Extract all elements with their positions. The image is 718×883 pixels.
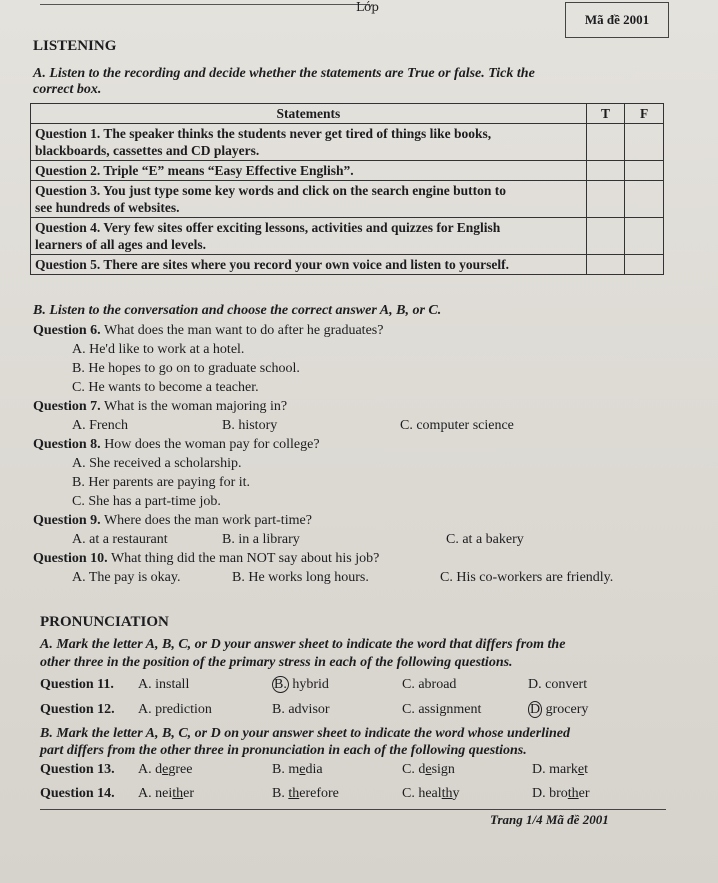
- option-text: A. nei: [138, 786, 173, 801]
- question-text: How does the woman pay for college?: [104, 437, 320, 452]
- true-checkbox[interactable]: [586, 181, 625, 218]
- false-checkbox[interactable]: [625, 255, 664, 275]
- q9-option-c[interactable]: C. at a bakery: [446, 532, 524, 547]
- option-text: C. d: [402, 762, 426, 777]
- table-header-row: [31, 104, 664, 124]
- listening-a-instruction-2: correct box.: [33, 82, 102, 97]
- statement-cell: [31, 161, 587, 181]
- footer-divider: [40, 809, 666, 810]
- question-13: [40, 762, 115, 778]
- statement-cell: [31, 218, 587, 255]
- statement-cell: [31, 255, 587, 275]
- option-text: er: [183, 786, 194, 801]
- q8-option-b[interactable]: B. Her parents are paying for it.: [72, 475, 251, 490]
- question-12: [40, 702, 115, 718]
- statement-text: see hundreds of websites.: [35, 200, 180, 215]
- table-row: [31, 218, 664, 255]
- underlined-part: th: [567, 786, 579, 801]
- option-text: y: [452, 786, 460, 801]
- pronunciation-b-instruction-2: part differs from the other three in pronunciation in each of the following questions.: [40, 743, 527, 758]
- top-divider: [40, 4, 370, 5]
- exam-code-box: [565, 2, 669, 38]
- option-text: erefore: [299, 786, 339, 801]
- option-word: hybrid: [292, 677, 329, 692]
- question-6: [33, 323, 383, 339]
- question-7: [33, 399, 287, 415]
- underlined-part: e: [425, 762, 432, 777]
- q12-option-d[interactable]: [528, 702, 588, 718]
- pronunciation-a-instruction-2: other three in the position of the primary stress in each of the following questions.: [40, 655, 513, 670]
- q14-option-a[interactable]: [138, 786, 194, 802]
- option-text: sign: [431, 762, 455, 777]
- question-number: Question 8.: [33, 437, 101, 452]
- q14-option-d[interactable]: [532, 786, 590, 802]
- question-number: Question 7.: [33, 399, 101, 414]
- option-text: D. bro: [532, 786, 568, 801]
- statement-text: Question 5. There are sites where you record your own voice and listen to yourself.: [35, 257, 509, 272]
- q12-option-a[interactable]: A. prediction: [138, 702, 212, 717]
- option-text: A. d: [138, 762, 163, 777]
- question-text: What does the man want to do after he graduates?: [103, 323, 384, 338]
- question-number: Question 12.: [40, 702, 115, 717]
- q12-option-c[interactable]: C. assignment: [402, 702, 482, 717]
- question-number: Question 13.: [40, 762, 115, 777]
- q11-option-d[interactable]: D. convert: [528, 677, 588, 692]
- table-row: [31, 124, 664, 161]
- statement-text: Question 1. The speaker thinks the students never get tired of things like books,: [35, 126, 492, 141]
- listening-b-instruction: B. Listen to the conversation and choose the correct answer A, B, or C.: [33, 303, 442, 318]
- selected-answer-mark: B.: [274, 677, 287, 692]
- statement-cell: [31, 124, 587, 161]
- q13-option-a[interactable]: [138, 762, 192, 778]
- q10-option-b[interactable]: B. He works long hours.: [232, 570, 369, 585]
- listening-title: LISTENING: [33, 38, 117, 54]
- q7-option-a[interactable]: A. French: [72, 418, 128, 433]
- pronunciation-b-instruction-1: B. Mark the letter A, B, C, or D on your answer sheet to indicate the word whose underlined: [40, 726, 570, 741]
- underlined-part: e: [577, 762, 585, 777]
- q12-option-b[interactable]: B. advisor: [272, 702, 330, 717]
- statement-text: Question 4. Very few sites offer exciting lessons, activities and quizzes for English: [35, 220, 501, 235]
- statement-text: blackboards, cassettes and CD players.: [35, 143, 260, 158]
- table-row: [31, 161, 664, 181]
- q7-option-c[interactable]: C. computer science: [400, 418, 514, 433]
- q10-option-c[interactable]: C. His co-workers are friendly.: [440, 570, 614, 585]
- q11-option-a[interactable]: A. install: [138, 677, 190, 692]
- class-label: Lớp: [356, 0, 379, 14]
- question-8: [33, 437, 320, 453]
- q8-option-a[interactable]: A. She received a scholarship.: [72, 456, 242, 471]
- true-checkbox[interactable]: [586, 124, 625, 161]
- underlined-part: e: [299, 762, 306, 777]
- true-checkbox[interactable]: [586, 218, 625, 255]
- underlined-part: th: [441, 786, 453, 801]
- question-number: Question 14.: [40, 786, 115, 801]
- question-9: [33, 513, 312, 529]
- statement-text: learners of all ages and levels.: [35, 237, 206, 252]
- option-text: dia: [305, 762, 323, 777]
- selected-answer-mark: D: [530, 702, 541, 717]
- q6-option-c[interactable]: C. He wants to become a teacher.: [72, 380, 259, 395]
- underlined-part: e: [162, 762, 169, 777]
- q6-option-b[interactable]: B. He hopes to go on to graduate school.: [72, 361, 300, 376]
- underlined-part: th: [172, 786, 184, 801]
- question-text: What is the woman majoring in?: [103, 399, 288, 414]
- option-text: B. m: [272, 762, 300, 777]
- statement-cell: [31, 181, 587, 218]
- question-number: Question 11.: [40, 677, 114, 692]
- q10-option-a[interactable]: A. The pay is okay.: [72, 570, 181, 585]
- false-header: F: [625, 104, 664, 124]
- q6-option-a[interactable]: A. He'd like to work at a hotel.: [72, 342, 245, 357]
- question-text: Where does the man work part-time?: [103, 513, 312, 528]
- question-14: [40, 786, 115, 802]
- page-footer: Trang 1/4 Mã đề 2001: [490, 812, 609, 827]
- q11-option-c[interactable]: C. abroad: [402, 677, 457, 692]
- true-checkbox[interactable]: [586, 255, 625, 275]
- q14-option-c[interactable]: [402, 786, 460, 802]
- q7-option-b[interactable]: B. history: [222, 418, 278, 433]
- listening-a-instruction-1: A. Listen to the recording and decide whether the statements are True or false. Tick the: [33, 66, 535, 81]
- table-row: [31, 255, 664, 275]
- pronunciation-title: PRONUNCIATION: [40, 614, 169, 630]
- false-checkbox[interactable]: [625, 181, 664, 218]
- pronunciation-a-instruction-1: A. Mark the letter A, B, C, or D your answer sheet to indicate the word that differs from the: [40, 637, 566, 652]
- q13-option-c[interactable]: [402, 762, 455, 778]
- table-row: [31, 181, 664, 218]
- false-checkbox[interactable]: [625, 161, 664, 181]
- option-text: er: [578, 786, 590, 801]
- exam-code: Mã đề 2001: [584, 12, 650, 27]
- q9-option-b[interactable]: B. in a library: [222, 532, 300, 547]
- option-text: B.: [272, 786, 289, 801]
- question-text: What thing did the man NOT say about his job?: [110, 551, 380, 566]
- statements-table: [30, 103, 664, 275]
- q11-option-b[interactable]: [272, 677, 329, 693]
- statement-text: Question 2. Triple “E” means “Easy Effective English”.: [35, 163, 354, 178]
- question-11: [40, 677, 114, 693]
- underlined-part: th: [288, 786, 300, 801]
- question-number: Question 6.: [33, 323, 101, 338]
- statement-text: Question 3. You just type some key words and click on the search engine button to: [35, 183, 507, 198]
- q13-option-d[interactable]: [532, 762, 588, 778]
- option-text: D. mark: [532, 762, 578, 777]
- question-10: [33, 551, 379, 567]
- q8-option-c[interactable]: C. She has a part-time job.: [72, 494, 221, 509]
- true-header: T: [586, 104, 625, 124]
- option-text: gree: [168, 762, 193, 777]
- option-word: grocery: [545, 702, 589, 717]
- q9-option-a[interactable]: A. at a restaurant: [72, 532, 168, 547]
- q13-option-b[interactable]: [272, 762, 323, 778]
- question-number: Question 10.: [33, 551, 108, 566]
- false-checkbox[interactable]: [625, 124, 664, 161]
- statements-header: Statements: [31, 104, 587, 124]
- q14-option-b[interactable]: [272, 786, 339, 802]
- option-text: C. heal: [402, 786, 442, 801]
- question-number: Question 9.: [33, 513, 101, 528]
- false-checkbox[interactable]: [625, 218, 664, 255]
- true-checkbox[interactable]: [586, 161, 625, 181]
- option-text: t: [584, 762, 588, 777]
